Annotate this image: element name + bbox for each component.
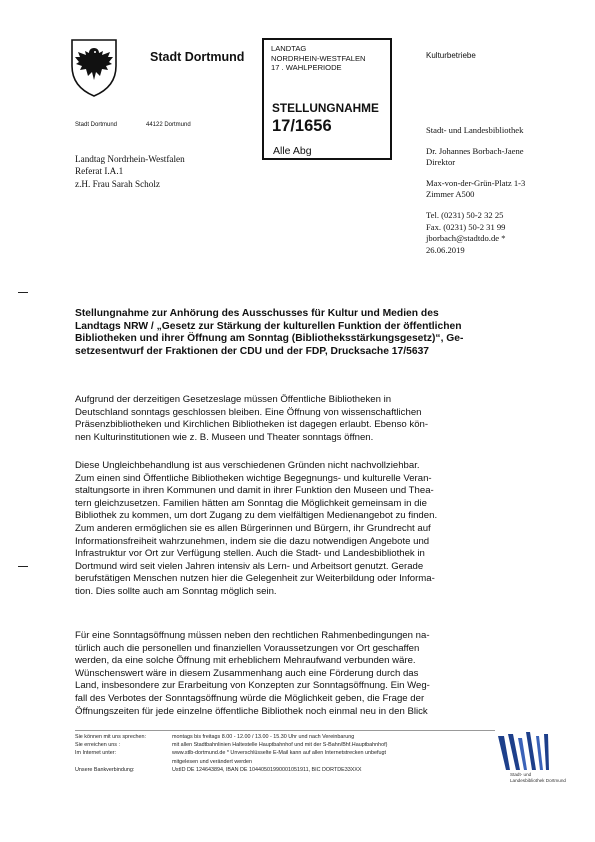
library-logo-icon (496, 730, 556, 774)
contact-phone: Tel. (0231) 50-2 32 25 (426, 209, 504, 220)
body-line: berufstätigen Menschen nutzen hier die Gelegenheit zur Weiterbildung oder Informa- (75, 573, 435, 585)
footer-label-reach: Sie erreichen uns : (75, 742, 120, 749)
subject-line: Bibliotheken und ihrer Öffnung am Sonntag (Bibliotheksstärkungsgesetz)“, Ge- (75, 333, 464, 345)
body-paragraph-1 (75, 394, 540, 444)
logo-caption-line: Stadt- und (510, 772, 532, 777)
dortmund-eagle-icon (66, 36, 122, 98)
body-line: Aufgrund der derzeitigen Gesetzeslage müssen Öffentliche Bibliotheken in (75, 394, 392, 405)
logo-caption-line: Landesbibliothek Dortmund (510, 778, 566, 783)
body-line: Informationsfreiheit wahrzunehmen, indem sie die dazu notwendigen Angebote und (75, 535, 430, 547)
body-line: Für eine Sonntagsöffnung müssen neben den rechtlichen Rahmenbedingungen na- (75, 630, 430, 641)
landtag-stamp (262, 38, 392, 160)
stamp-label: STELLUNGNAHME (272, 101, 379, 115)
subject-line: setzesentwurf der Fraktionen der CDU und der FDP, Drucksache 17/5637 (75, 345, 430, 357)
body-line: Infrastruktur vor Ort zur Verfügung stellen. Auch die Stadt- und Landesbibliothek in (75, 548, 425, 560)
contact-email: jborbach@stadtdo.de * (426, 233, 506, 244)
subject-line: Stellungnahme zur Anhörung des Ausschusses für Kultur und Medien des (75, 308, 439, 319)
contact-name: Dr. Johannes Borbach-Jaene (426, 145, 524, 156)
recipient-line: Referat I.A.1 (75, 166, 124, 177)
body-paragraph-3 (75, 630, 540, 718)
body-line: Dortmund wird seit vielen Jahren intensiv als Lern- und Arbeitsort genutzt. Gerade (75, 560, 424, 572)
sender-city: Stadt Dortmund (75, 122, 118, 128)
contact-street: Max-von-der-Grün-Platz 1-3 (426, 177, 526, 188)
contact-block (426, 125, 525, 256)
body-line: tion. Dies sollte auch am Sonntag möglich sein. (75, 585, 277, 597)
subject-heading (75, 308, 535, 358)
body-line: Deutschland sonntags geschlossen bleiben. Eine Öffnung von wissenschaftlichen (75, 406, 422, 418)
city-name: Stadt Dortmund (150, 50, 245, 64)
footer-value-internet (172, 749, 387, 757)
footer-value-hours: montags bis freitags 8.00 - 12.00 / 13.00 - 15.30 Uhr und nach Vereinbarung (172, 734, 355, 740)
stamp-distribution: Alle Abg (273, 145, 312, 157)
body-line: türlich auch die personellen und finanziellen Voraussetzungen vor Ort geschaffen (75, 642, 420, 654)
body-paragraph-2 (75, 460, 540, 599)
body-line: Bibliothek zu kommen, um dort Zugang zu dem vielfältigen Medienangebot zu finden. (75, 510, 438, 522)
body-line: Zum anderen ermöglichen sie es allen Bürgerinnen und Bürgern, ihr Grundrecht auf (75, 522, 431, 534)
body-line: staltungsorte in ihren Kommunen und damit in ihrer Funktion den Museen und Thea- (75, 485, 434, 497)
footer-value-internet-note: mitgelesen und verändert werden (172, 758, 253, 765)
recipient-line: Landtag Nordrhein-Westfalen (75, 154, 185, 164)
stamp-line-state: NORDRHEIN-WESTFALEN (271, 53, 366, 63)
footer-website-link[interactable]: www.stlb-dortmund.de * Unverschlüsselte E-Mail kann auf allen Internetstrecken unbefugt (172, 750, 386, 757)
body-line: Zum einen sind Öffentliche Bibliotheken wichtige Begegnungs- und kulturelle Veran- (75, 472, 432, 484)
footer-value-reach: mit allen Stadtbahnlinien Haltestelle Hauptbahnhof und mit der S-Bahn/Bhf.Hauptbahnhof) (172, 742, 388, 749)
library-logo-caption (510, 772, 566, 784)
stamp-line-period: 17 . WAHLPERIODE (271, 63, 342, 73)
body-line: werden, da eine solche Öffnung mit erheblichem Mehraufwand verbunden wäre. (75, 655, 416, 667)
footer-label-bank: Unsere Bankverbindung: (75, 766, 135, 773)
recipient-address (75, 153, 185, 190)
fold-mark (18, 566, 28, 567)
fold-mark (18, 292, 28, 293)
body-line: tern gleichzusetzen. Familien hätten am Sonntag die Möglichkeit gemeinsam in die (75, 497, 427, 509)
body-line: Land, insbesondere zur Erarbeitung von Konzepten zur Sonntagsöffnung. Ein Weg- (75, 680, 430, 692)
contact-date: 26.06.2019 (426, 244, 465, 255)
stamp-line-landtag: LANDTAG (271, 44, 307, 53)
footer-label-internet: Im Internet unter: (75, 750, 117, 757)
subject-line: Landtags NRW / „Gesetz zur Stärkung der kulturellen Funktion der öffentlichen (75, 320, 462, 332)
footer-values (172, 733, 387, 774)
body-line: nen Kulturinstitutionen wie z. B. Museen und Theater sonntags öffnen. (75, 431, 374, 443)
contact-fax: Fax. (0231) 50-2 31 99 (426, 221, 506, 232)
body-line: Öffnungszeiten für jede einzelne öffentliche Bibliothek noch einmal neu in den Blick (75, 705, 428, 717)
sender-zip: 44122 Dortmund (146, 122, 191, 128)
footer-value-bank: UstID DE 124643894, IBAN DE 10440501990001051911, BIC DORTDE33XXX (172, 766, 362, 773)
stamp-header (271, 44, 366, 73)
footer-label-hours: Sie können mit uns sprechen: (75, 734, 147, 740)
stamp-number: 17/1656 (272, 117, 332, 135)
body-line: fall des Verbotes der Sonntagsöffnung würde die Möglichkeit geben, die Frage der (75, 692, 425, 704)
contact-title: Direktor (426, 157, 456, 168)
contact-room: Zimmer A500 (426, 189, 475, 200)
recipient-line: z.H. Frau Sarah Scholz (75, 178, 160, 189)
footer-divider (75, 730, 495, 731)
body-line: Wünschenswert wäre in diesem Zusammenhang auch eine Förderung durch das (75, 667, 419, 679)
body-line: Präsenzbibliotheken und Kirchlichen Bibliotheken ist dagegen erlaubt. Ebenso kön- (75, 419, 429, 431)
department-name: Kulturbetriebe (426, 51, 476, 60)
contact-org: Stadt- und Landesbibliothek (426, 125, 524, 135)
body-line: Diese Ungleichbehandlung ist aus verschiedenen Gründen nicht nachvollziehbar. (75, 460, 420, 471)
footer-labels (75, 733, 146, 774)
